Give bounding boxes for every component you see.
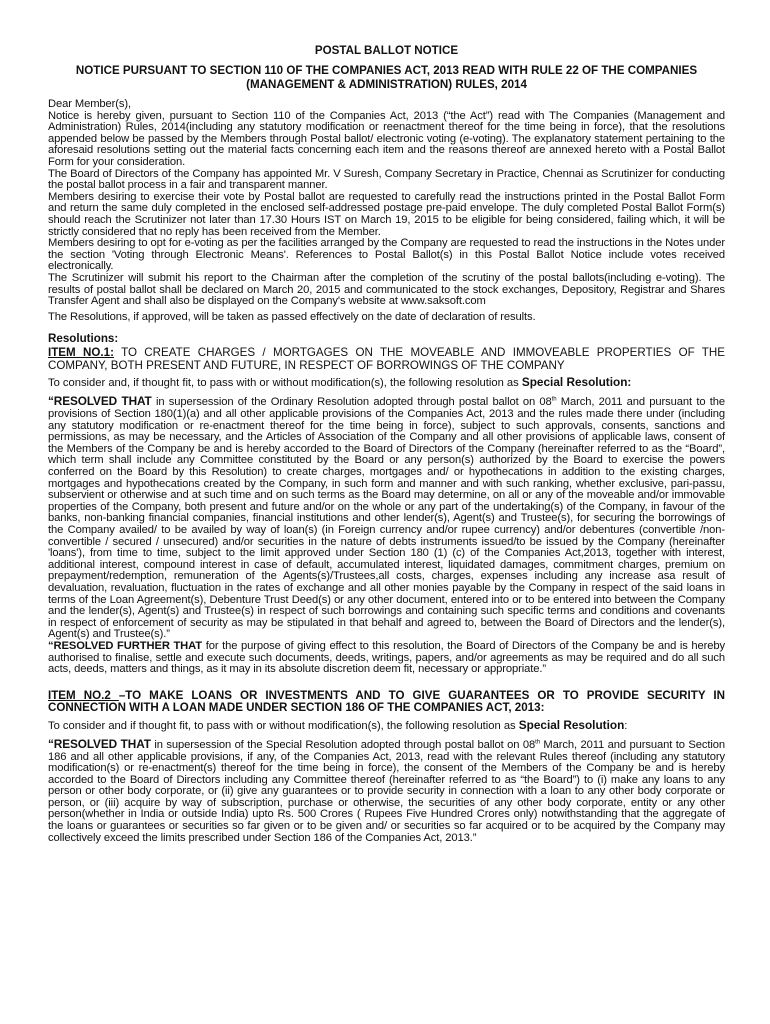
section-spacer: [48, 676, 725, 688]
item-2-consider-text: To consider and if thought fit, to pass with or without modification(s), the following resolution as: [48, 719, 519, 732]
intro-paragraph: Notice is hereby given, pursuant to Section 110 of the Companies Act, 2013 (“the Act”) read with The Companies (Management and Administration) Rules, 2014(including any statutory modification or reenactment thereof for the time being in force), that the resolutions appended below be passed by the Members through Postal ballot/ electronic voting (e-voting). The explanatory statement pertaining to the aforesaid resolutions setting out the material facts concerning each item and the reasons thereof are annexed hereto with a Postal Ballot Form for your consideration.: [48, 109, 725, 168]
item-1-label: ITEM NO.1:: [48, 346, 114, 360]
item-2-consider-end: :: [624, 719, 628, 732]
e-voting-paragraph: Members desiring to opt for e-voting as per the facilities arranged by the Company are requested to read the instructions in the Notes under the section 'Voting through Electronic Means'. References to Postal Ballot(s) in this Postal Ballot Notice include votes received electronically.: [48, 237, 725, 273]
item-2-resolved-part-b: March, 2011 and pursuant to Section 186 and all other applicable provisions, if any, of the Companies Act, 2013, read with the relevant Rules thereof (including any statutory modification(s) or re-enactment(s) thereof for the time being in force), the consent of the Members of the Company be and is hereby accorded to the Board of Directors including any Committee thereof (hereinafter referred to as “the Board”) to (i) make any loans to any person or other body corporate, or (ii) give any guarantees or to provide security in connection with a loan to any other body corporate or person, or (iii) acquire by way of subscription, purchase or otherwise, the securities of any other body corporate, entity or any other person(whether in India or outside India) upto Rs. 500 Crores ( Rupees Five Hundred Crores only) notwithstanding that the aggregate of the loans or guarantees or securities so far given or to be given and/ or securities so far acquired or to be acquired by the Company may collectively exceed the limits prescribed under Section 186 of the Companies Act, 2013.”: [48, 738, 725, 844]
item-1-consider-line: [48, 376, 725, 390]
item-2-heading: [48, 690, 725, 715]
item-1-further-lead: “RESOLVED FURTHER THAT: [48, 639, 203, 652]
item-2-resolution-type: Special Resolution: [518, 717, 625, 732]
item-2-resolved-lead: “RESOLVED THAT: [48, 736, 151, 751]
postal-ballot-instructions-paragraph: Members desiring to exercise their vote by Postal ballot are requested to carefully read the instructions printed in the Postal Ballot Form and return the same duly completed in the enclosed self-addressed postage pre-paid envelope. The duly completed Postal Ballot Form(s) should reach the Scrutinizer not later than 17.30 Hours IST on March 19, 2015 to be eligible for being considered, failing which, it will be strictly considered that no reply has been received from the Member.: [48, 190, 725, 238]
item-2-resolution-text: [48, 736, 725, 844]
item-1-resolved-part-a: in supersession of the Ordinary Resolution adopted through postal ballot on 08: [151, 396, 552, 409]
item-1-resolved-further: [48, 641, 725, 676]
effective-date-paragraph: The Resolutions, if approved, will be taken as passed effectively on the date of declaration of results.: [48, 310, 536, 323]
item-1-consider-text: To consider and, if thought fit, to pass with or without modification(s), the following resolution as: [48, 377, 522, 390]
item-1-resolved-part-b: March, 2011 and pursuant to the provisions of Section 180(1)(a) and all other applicable provisions of the Companies Act, 2013 and the rules made there under (including any statutory modification or re-enactment thereof for the time being in force), subject to such approvals, consents, sanctions and permissions, as may be necessary, and the Articles of Association of the Company and all other provisions of applicable laws, consent of the Members of the Company be and is hereby accorded to the Board of Directors of the Company (hereinafter referred to as the “Board”, which term shall include any Committee constituted by the Board or any person(s) authorized by the Board to exercise the powers conferred on the Board by this Resolution) to create charges, mortgages and/ or hypothecations in addition to the existing charges, mortgages and hypothecations created by the Company, in such form and manner and with such ranking, whether exclusive, pari-passu, subservient or otherwise and at such time and on such terms as the Board may determine, on all or any of the moveable and/or immovable properties of the Company, both present and future and/or on the whole or any part of the undertaking(s) of the Company, in favour of the banks, non-banking financial companies, financial institutions and other lender(s), Agent(s) and Trustee(s), for securing the borrowings of the Company availed/ to be availed by way of loan(s) (in Foreign currency and/or rupee currency) and/or debentures (convertible /non-convertible / secured / unsecured) and/or securities in the nature of debts instruments issued/to be issued by the Company (hereinafter 'loans'), from time to time, subject to the limit approved under Section 180 (1) (c) of the Companies Act,2013, together with interest, additional interest, compound interest in case of default, accumulated interest, liquidated damages, commitment charges, premium on prepayment/redemption, remuneration of the Agents(s)/Trustees,all costs, charges, expenses including any increase asa result of devaluation, revaluation, fluctuation in the rates of exchange and all other monies payable by the Company in respect of the said loans in terms of the Loan Agreement(s), Debenture Trust Deed(s) or any other document, entered into or to be entered into between the Company and the lender(s), Agent(s) and Trustee(s) in respect of such borrowings and containing such specific terms and conditions and covenants in respect of enforcement of security as may be stipulated in that behalf and agreed to, between the Board of Directors and the lender(s), Agent(s) and Trustee(s).”: [48, 396, 725, 641]
results-paragraph: The Scrutinizer will submit his report to the Chairman after the completion of the scrutiny of the postal ballots(including e-voting). The results of postal ballot shall be declared on March 20, 2015 and communicated to the stock exchanges, Depository, Registrar and Shares Transfer Agent and shall also be displayed on the Company's website at www.saksoft.com: [48, 271, 725, 308]
notice-title: POSTAL BALLOT NOTICE: [314, 44, 459, 57]
scrutinizer-paragraph: The Board of Directors of the Company has appointed Mr. V Suresh, Company Secretary in Practice, Chennai as Scrutinizer for conducting the postal ballot process in a fair and transparent manner.: [48, 167, 725, 192]
item-2-title-rest: –TO MAKE LOANS OR INVESTMENTS AND TO GIVE GUARANTEES OR TO PROVIDE SECURITY IN CONNECTION WITH A LOAN MADE UNDER SECTION 186 OF THE COMPANIES ACT, 2013:: [48, 688, 725, 715]
item-2-title: [48, 689, 725, 715]
item-2-resolved-part-a: in supersession of the Special Resolution adopted through postal ballot on 08: [150, 738, 536, 751]
item-1-ordinal-sup: th: [551, 396, 557, 403]
item-1-title: TO CREATE CHARGES / MORTGAGES ON THE MOVEABLE AND IMMOVEABLE PROPERTIES OF THE COMPANY, BOTH PRESENT AND FUTURE, IN RESPECT OF BORROWINGS OF THE COMPANY: [48, 346, 725, 372]
item-1-further-text: for the purpose of giving effect to this resolution, the Board of Directors of the Company be and is hereby authorised to finalise, settle and execute such documents, deeds, writings, papers, and/or agreements as may be required and do all such acts, deeds, matters and things, as it may in its absolute discretion deem fit, necessary or appropriate.”: [48, 639, 725, 676]
salutation: Dear Member(s),: [48, 98, 132, 110]
item-1-resolved-lead: “RESOLVED THAT: [48, 394, 152, 409]
item-2-label: ITEM NO.2: [48, 688, 119, 702]
resolutions-heading: Resolutions:: [48, 332, 119, 346]
notice-subtitle: NOTICE PURSUANT TO SECTION 110 OF THE COMPANIES ACT, 2013 READ WITH RULE 22 OF THE COMPANIES (MANAGEMENT & ADMINISTRATION) RULES, 2014: [75, 64, 698, 91]
item-2-consider-line: [48, 719, 725, 733]
item-2-ordinal-sup: th: [535, 739, 540, 746]
item-1-heading: [48, 347, 725, 372]
item-1-resolution-type: Special Resolution:: [521, 375, 632, 390]
item-1-resolution-text: [48, 396, 725, 640]
